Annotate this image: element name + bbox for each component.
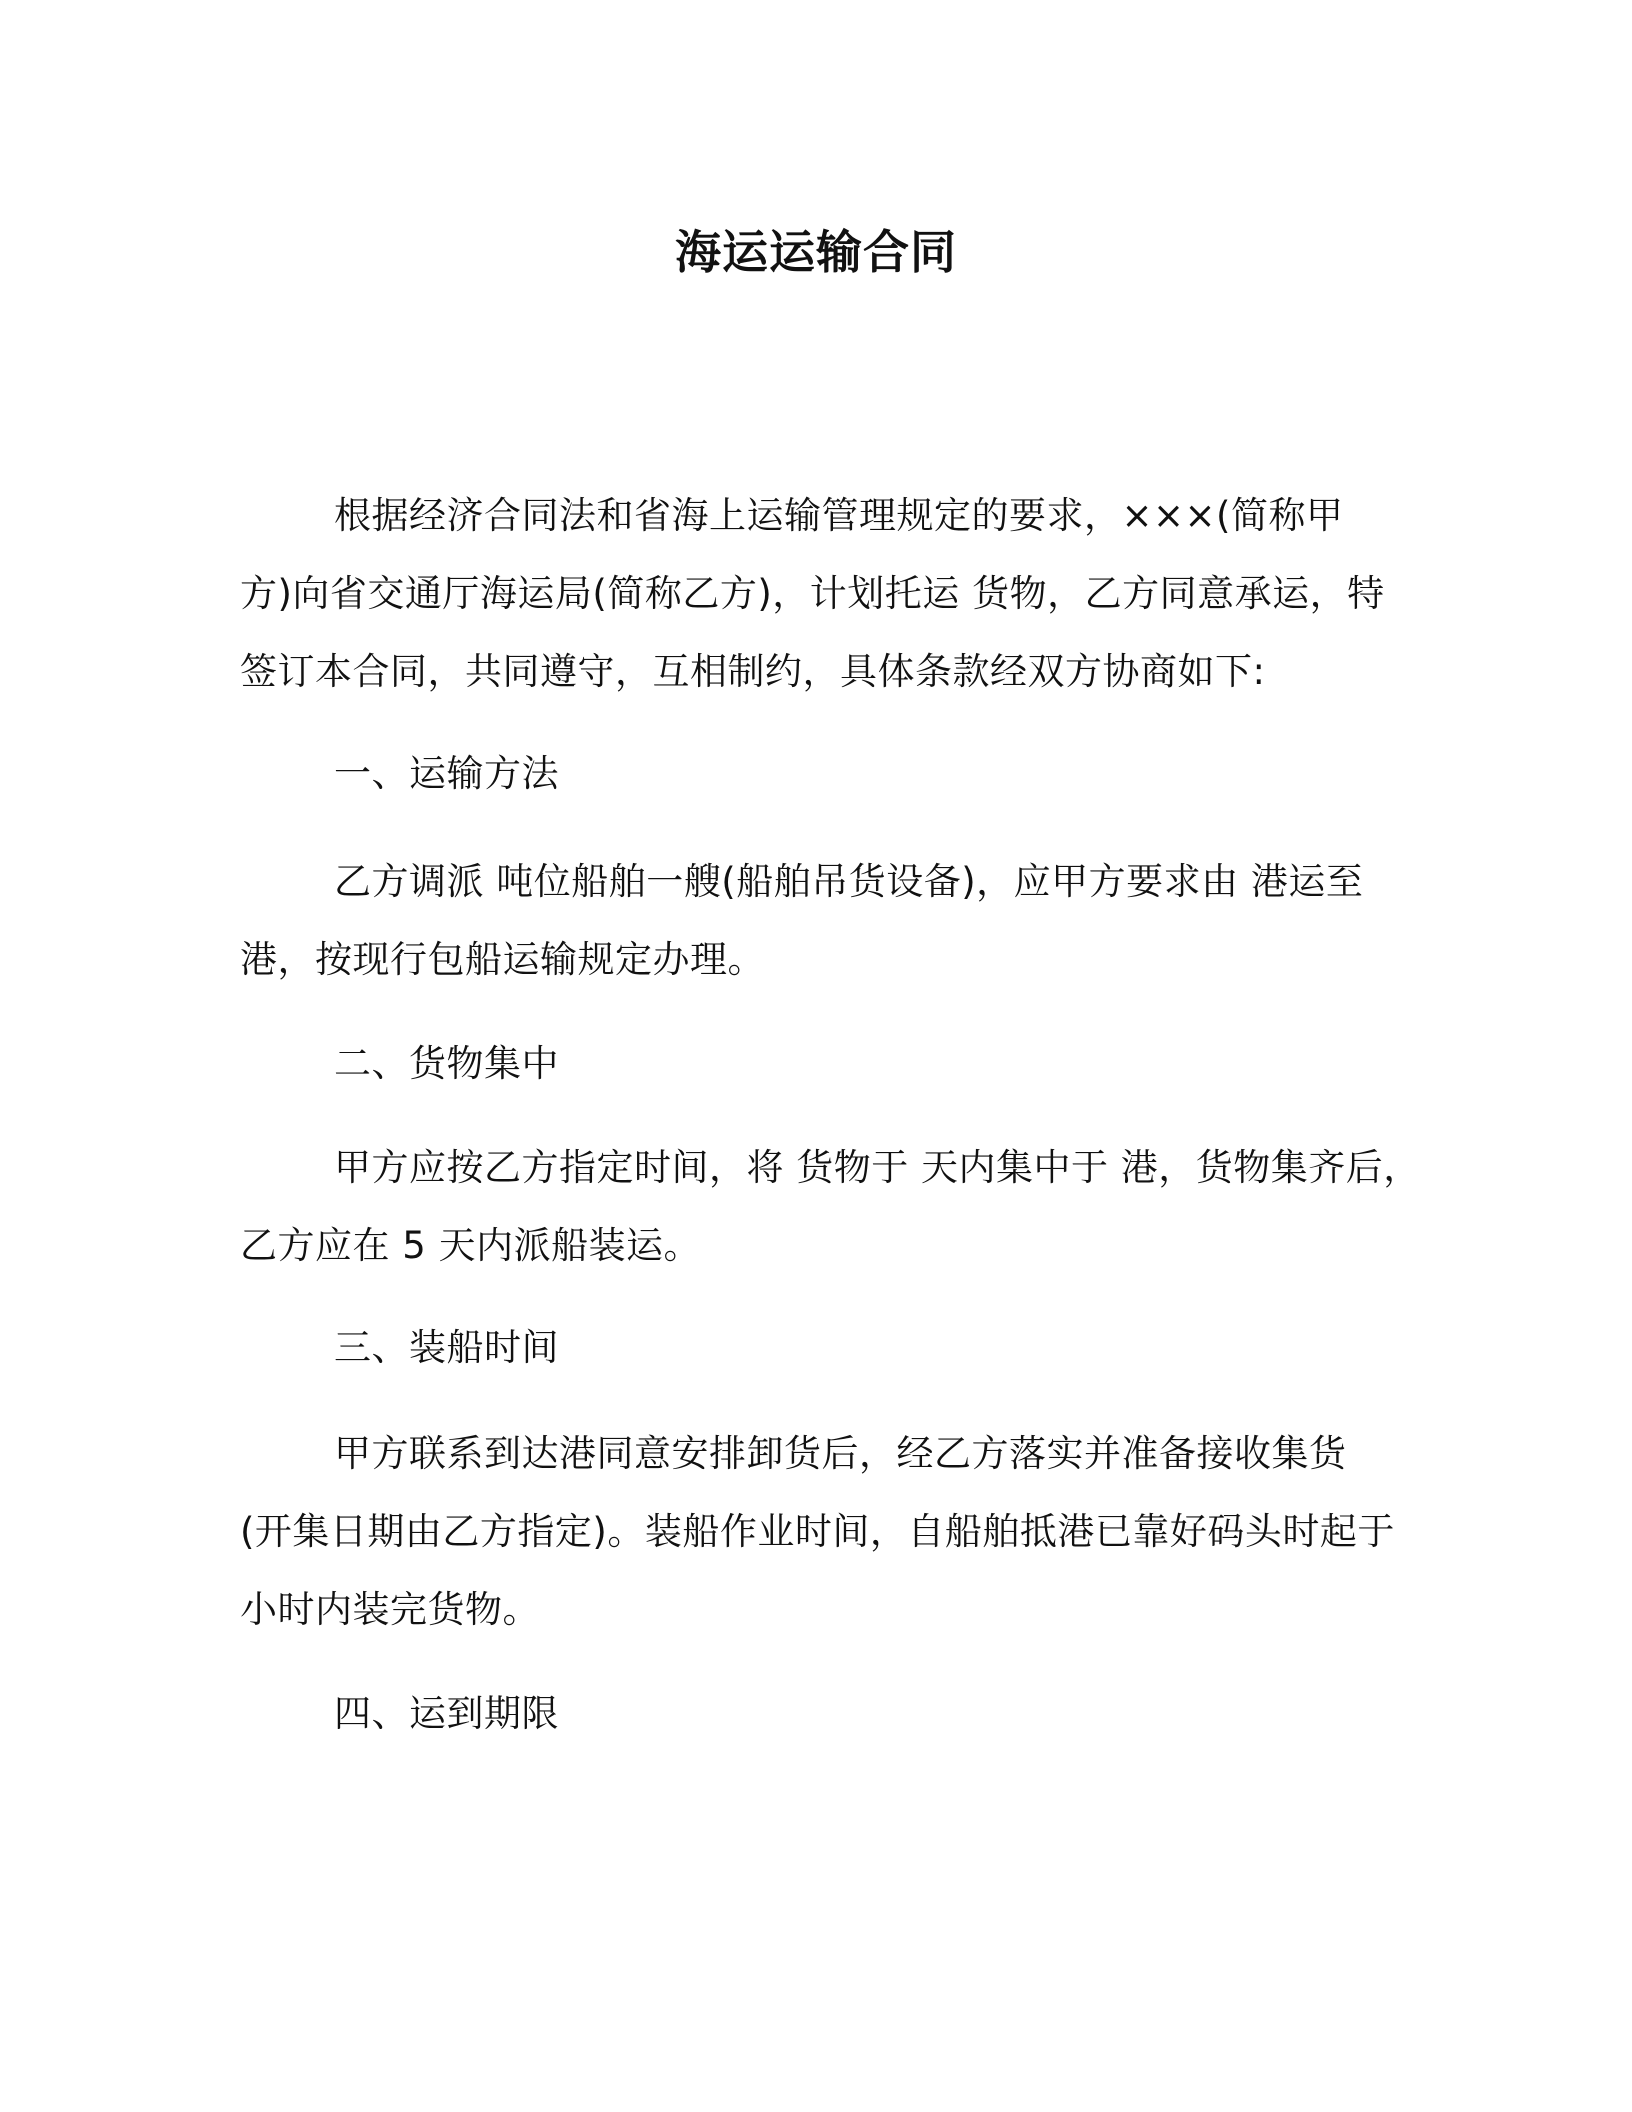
section-2-line-2: 乙方应在 5 天内派船装运。 <box>240 1224 702 1267</box>
section-heading-1: 一、运输方法 <box>334 752 559 795</box>
document-title: 海运运输合同 <box>675 225 957 279</box>
section-3-line-2: (开集日期由乙方指定)。装船作业时间，自船舶抵港已靠好码头时起于 <box>240 1510 1395 1553</box>
intro-paragraph-line-3: 签订本合同，共同遵守，互相制约，具体条款经双方协商如下: <box>240 650 1266 693</box>
section-1-line-2: 港，按现行包船运输规定办理。 <box>240 938 765 981</box>
section-heading-3: 三、装船时间 <box>334 1326 559 1369</box>
section-heading-2: 二、货物集中 <box>334 1042 559 1085</box>
section-2-line-1: 甲方应按乙方指定时间，将 货物于 天内集中于 港，货物集齐后， <box>334 1146 1421 1189</box>
section-3-line-1: 甲方联系到达港同意安排卸货后，经乙方落实并准备接收集货 <box>334 1432 1347 1475</box>
section-heading-4: 四、运到期限 <box>334 1692 559 1735</box>
intro-paragraph-line-1: 根据经济合同法和省海上运输管理规定的要求，×××(简称甲 <box>334 494 1344 537</box>
intro-paragraph-line-2: 方)向省交通厅海运局(简称乙方)，计划托运 货物，乙方同意承运，特 <box>240 572 1385 615</box>
section-3-line-3: 小时内装完货物。 <box>240 1588 540 1631</box>
section-1-line-1: 乙方调派 吨位船舶一艘(船舶吊货设备)，应甲方要求由 港运至 <box>334 860 1364 903</box>
